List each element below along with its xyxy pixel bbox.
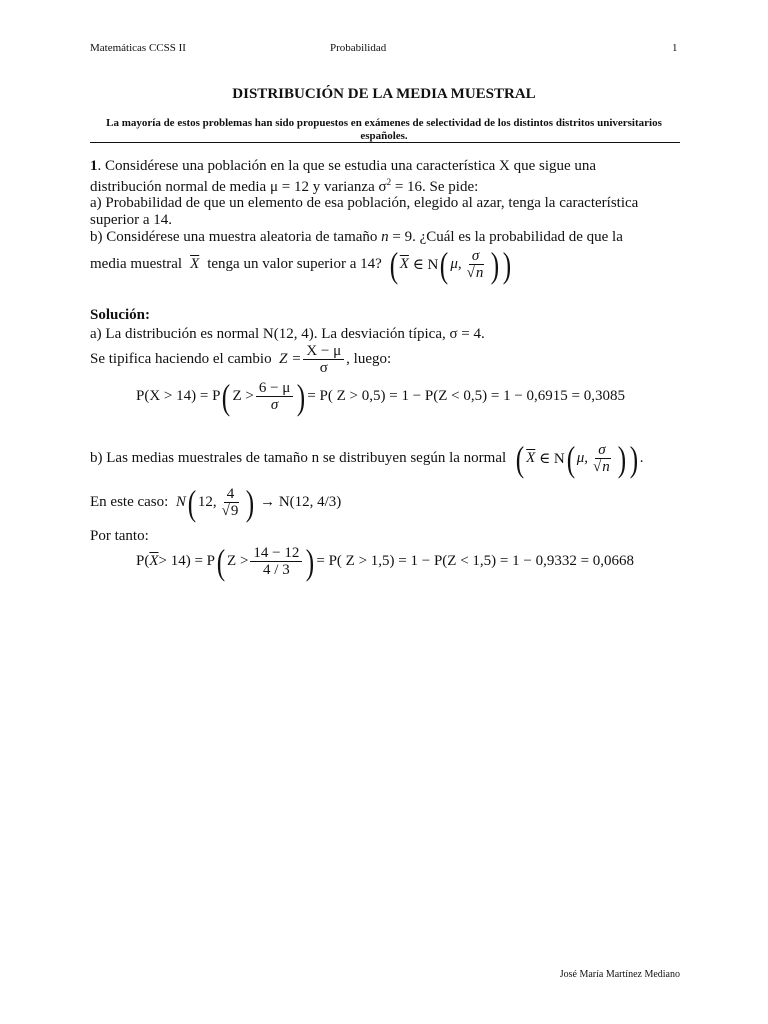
- page-number: 1: [672, 42, 678, 54]
- header-left: Matemáticas CCSS II: [90, 42, 186, 54]
- por-tanto: Por tanto:: [90, 528, 149, 544]
- header-center: Probabilidad: [330, 42, 387, 54]
- solution-equation-1: P(X > 14) = P ( Z > $\frac{6 - \mu}{\sigma}$ ) = P( Z > 0,5) = 1 − P(Z < 0,5) = 1 − 0,6915 = 0,3085: [136, 376, 625, 417]
- page-subtitle: La mayoría de estos problemas han sido propuestos en exámenes de selectividad de los distintos distritos universitarios españoles.: [106, 117, 662, 142]
- footer-author: José María Martínez Mediano: [559, 969, 680, 980]
- problem-b-line-2: media muestral $\overline{X}$ tenga un valor superior a 14? ( $\overline{X}$ ∈ N ( μ, $\frac{\sigma}{√n}$ ) ): [90, 244, 512, 285]
- page-title: DISTRIBUCIÓN DE LA MEDIA MUESTRAL: [232, 86, 536, 102]
- solution-b-line: b) Las medias muestrales de tamaño n se distribuyen según la normal ( $\overline{X}$ ∈ N ( μ, $\frac{\sigma}{√n}$ ) ) .: [90, 438, 644, 479]
- solution-tipification: Se tipifica haciendo el cambio Z = $\frac{X - \mu}{\sigma}$ , luego:: [90, 343, 392, 376]
- solution-case: En este caso: N ( 12, $\frac{4}{√9}$ ) → N(12, 4/3): [90, 482, 342, 523]
- divider: [90, 142, 680, 143]
- problem-b-line-1: b) Considérese una muestra aleatoria de tamaño n = 9. ¿Cuál es la probabilidad de que la: [90, 229, 623, 245]
- problem-number: 1: [90, 158, 98, 174]
- solution-equation-2: P( $\overline{X}$ > 14) = P ( Z > $\frac{14 - 12}{4 / 3}$ ) = P( Z > 1,5) = 1 − P(Z < 1,5) = 1 − 0,9332 = 0,0668: [136, 541, 635, 582]
- solution-heading: Solución:: [90, 307, 151, 323]
- problem-line-1: 1. Considérese una población en la que se estudia una característica X que sigue una: [90, 158, 597, 174]
- problem-a-line-1: a) Probabilidad de que un elemento de esa población, elegido al azar, tenga la característica: [90, 195, 639, 211]
- solution-a-line: a) La distribución es normal N(12, 4). La desviación típica, σ = 4.: [90, 326, 485, 342]
- problem-line-2: distribución normal de media μ = 12 y varianza $\sigma^2 = 16$. Se pide:: [90, 177, 479, 195]
- problem-a-line-2: superior a 14.: [90, 212, 173, 228]
